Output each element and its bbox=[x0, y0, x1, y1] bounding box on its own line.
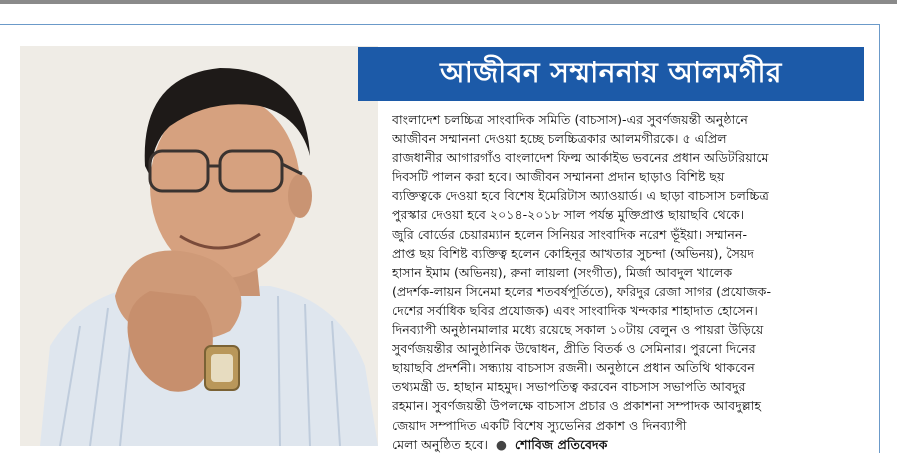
body-line: দিনব্যাপী অনুষ্ঠানমালার মধ্যে রয়েছে সকাল ১০টায় বেলুন ও পায়রা উড়িয়ে bbox=[392, 322, 764, 338]
byline: শোবিজ প্রতিবেদক bbox=[515, 436, 608, 452]
body-line: তথ্যমন্ত্রী ড. হাছান মাহমুদ। সভাপতিত্ব করবেন বাচসাস সভাপতি আবদুর bbox=[392, 379, 746, 395]
body-line: হাসান ইমাম (অভিনয়), রুনা লায়লা (সংগীত), মির্জা আবদুল খালেক bbox=[392, 264, 733, 280]
byline-bullet-icon: ● bbox=[496, 436, 508, 452]
body-last-line bbox=[392, 435, 868, 454]
body-line: দিবসটি পালন করা হবে। আজীবন সম্মাননা প্রদান ছাড়াও বিশিষ্ট ছয় bbox=[392, 169, 725, 185]
body-line: ছায়াছবি প্রদর্শনী। সন্ধ্যায় বাচসাস রজনী। অনুষ্ঠানে প্রধান অতিথি থাকবেন bbox=[392, 360, 755, 376]
body-line: জুরি বোর্ডের চেয়ারম্যান হলেন সিনিয়র সাংবাদিক নরেশ ভূঁইয়া। সম্মানন- bbox=[392, 226, 747, 242]
body-line: সুবর্ণজয়ন্তীর আনুষ্ঠানিক উদ্বোধন, প্রীতি বিতর্ক ও সেমিনার। পুরনো দিনের bbox=[392, 341, 756, 357]
body-line: ব্যক্তিত্বকে দেওয়া হবে বিশেষ ইমেরিটাস অ্যাওয়ার্ড। এ ছাড়া বাচসাস চলচ্চিত্র bbox=[392, 188, 769, 204]
body-line: (প্রদর্শক-লায়ন সিনেমা হলের শতবর্ষপূর্তিতে), ফরিদুর রেজা সাগর (প্রযোজক- bbox=[392, 283, 772, 299]
top-rule bbox=[0, 0, 897, 4]
body-line: প্রাপ্ত ছয় বিশিষ্ট ব্যক্তিত্ব হলেন কোহিনূর আখতার সুচন্দা (অভিনয়), সৈয়দ bbox=[392, 245, 754, 261]
body-line: আজীবন সম্মাননা দেওয়া হচ্ছে চলচ্চিত্রকার আলমগীরকে। ৫ এপ্রিল bbox=[392, 131, 727, 147]
body-line: রাজধানীর আগারগাঁও বাংলাদেশ ফিল্ম আর্কাইভ ভবনের প্রধান অডিটরিয়ামে bbox=[392, 150, 769, 166]
headline: আজীবন সম্মাননায় আলমগীর bbox=[358, 47, 864, 101]
body-line: মেলা অনুষ্ঠিত হবে। bbox=[392, 436, 489, 452]
body-line: বাংলাদেশ চলচ্চিত্র সাংবাদিক সমিতি (বাচসাস)-এর সুবর্ণজয়ন্তী অনুষ্ঠানে bbox=[392, 112, 748, 127]
portrait-illustration bbox=[20, 46, 378, 446]
article-body bbox=[392, 110, 868, 454]
body-line: জেয়াদ সম্পাদিত একটি বিশেষ স্যুভেনির প্রকাশ ও দিনব্যাপী bbox=[392, 417, 687, 433]
article-photo bbox=[20, 46, 378, 446]
body-line: পুরস্কার দেওয়া হবে ২০১৪-২০১৮ সাল পর্যন্ত মুক্তিপ্রাপ্ত ছায়াছবি থেকে। bbox=[392, 207, 745, 223]
body-line: দেশের সর্বাধিক ছবির প্রযোজক) এবং সাংবাদিক খন্দকার শাহাদাত হোসেন। bbox=[392, 302, 758, 318]
body-line: রহমান। সুবর্ণজয়ন্তী উপলক্ষে বাচসাস প্রচার ও প্রকাশনা সম্পাদক আবদুল্লাহ bbox=[392, 398, 761, 414]
